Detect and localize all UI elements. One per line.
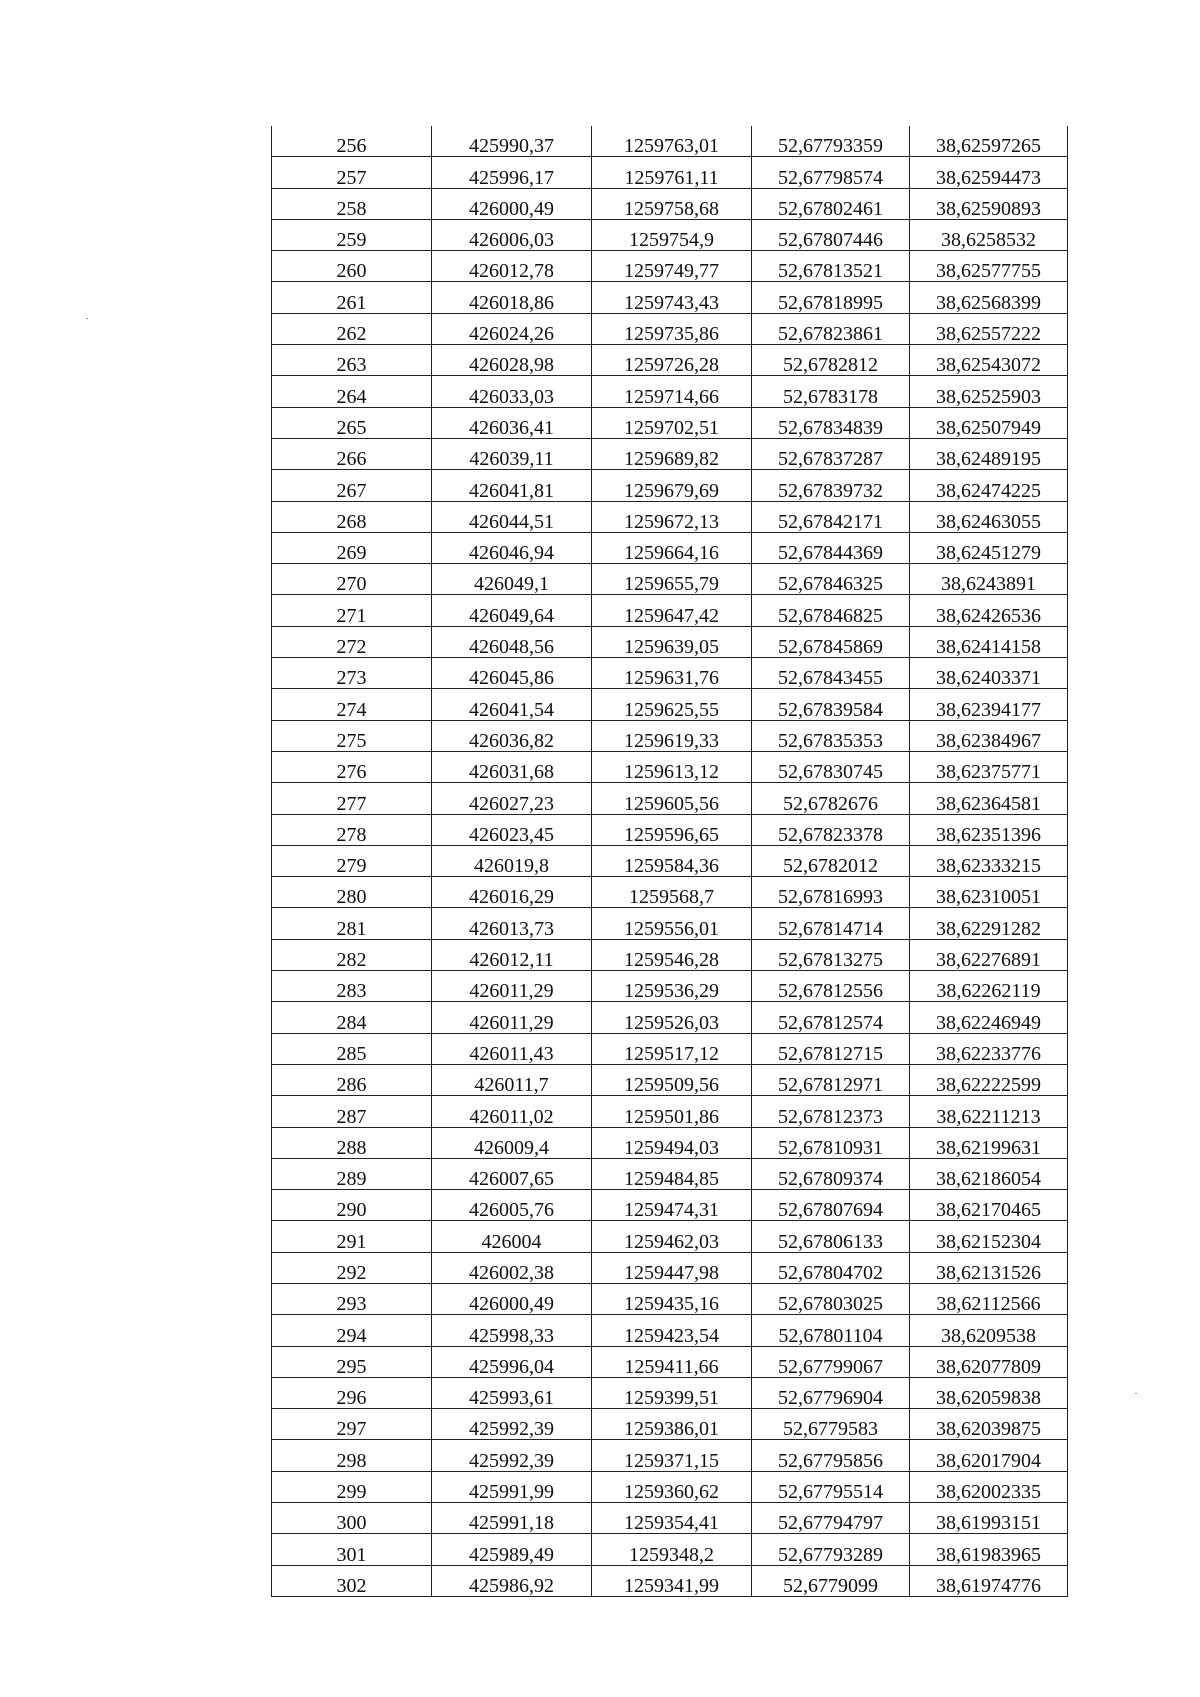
longitude-cell: 38,62403371 bbox=[910, 658, 1068, 689]
latitude-cell: 52,67799067 bbox=[752, 1346, 910, 1377]
x-coordinate-cell: 426007,65 bbox=[432, 1158, 592, 1189]
y-coordinate-cell: 1259639,05 bbox=[592, 626, 752, 657]
latitude-cell: 52,67801104 bbox=[752, 1315, 910, 1346]
latitude-cell: 52,67823378 bbox=[752, 814, 910, 845]
x-coordinate-cell: 426011,29 bbox=[432, 971, 592, 1002]
point-number-cell: 280 bbox=[272, 877, 432, 908]
table-row bbox=[272, 908, 1068, 939]
table-row bbox=[272, 845, 1068, 876]
x-coordinate-cell: 426033,03 bbox=[432, 376, 592, 407]
point-number-cell: 266 bbox=[272, 438, 432, 469]
longitude-cell: 38,62310051 bbox=[910, 877, 1068, 908]
x-coordinate-cell: 425990,37 bbox=[432, 126, 592, 157]
x-coordinate-cell: 426024,26 bbox=[432, 313, 592, 344]
longitude-cell: 38,62233776 bbox=[910, 1033, 1068, 1064]
x-coordinate-cell: 426036,41 bbox=[432, 407, 592, 438]
latitude-cell: 52,67845869 bbox=[752, 626, 910, 657]
table-row bbox=[272, 877, 1068, 908]
x-coordinate-cell: 426013,73 bbox=[432, 908, 592, 939]
y-coordinate-cell: 1259754,9 bbox=[592, 219, 752, 250]
y-coordinate-cell: 1259619,33 bbox=[592, 720, 752, 751]
latitude-cell: 52,6782012 bbox=[752, 845, 910, 876]
longitude-cell: 38,61974776 bbox=[910, 1565, 1068, 1596]
y-coordinate-cell: 1259655,79 bbox=[592, 564, 752, 595]
longitude-cell: 38,62131526 bbox=[910, 1252, 1068, 1283]
y-coordinate-cell: 1259399,51 bbox=[592, 1377, 752, 1408]
longitude-cell: 38,61993151 bbox=[910, 1503, 1068, 1534]
latitude-cell: 52,67812556 bbox=[752, 971, 910, 1002]
point-number-cell: 258 bbox=[272, 188, 432, 219]
latitude-cell: 52,67830745 bbox=[752, 751, 910, 782]
latitude-cell: 52,67843455 bbox=[752, 658, 910, 689]
table-row bbox=[272, 689, 1068, 720]
longitude-cell: 38,62351396 bbox=[910, 814, 1068, 845]
point-number-cell: 294 bbox=[272, 1315, 432, 1346]
coordinates-table bbox=[271, 126, 1068, 1597]
y-coordinate-cell: 1259625,55 bbox=[592, 689, 752, 720]
table-row bbox=[272, 971, 1068, 1002]
table-row bbox=[272, 1283, 1068, 1314]
y-coordinate-cell: 1259447,98 bbox=[592, 1252, 752, 1283]
latitude-cell: 52,67803025 bbox=[752, 1283, 910, 1314]
x-coordinate-cell: 426000,49 bbox=[432, 1283, 592, 1314]
longitude-cell: 38,62507949 bbox=[910, 407, 1068, 438]
x-coordinate-cell: 426009,4 bbox=[432, 1127, 592, 1158]
longitude-cell: 38,62276891 bbox=[910, 939, 1068, 970]
table-row bbox=[272, 188, 1068, 219]
x-coordinate-cell: 426049,64 bbox=[432, 595, 592, 626]
table-row bbox=[272, 1002, 1068, 1033]
coordinates-table-body bbox=[272, 126, 1068, 1596]
longitude-cell: 38,62557222 bbox=[910, 313, 1068, 344]
table-row bbox=[272, 1471, 1068, 1502]
x-coordinate-cell: 426046,94 bbox=[432, 532, 592, 563]
point-number-cell: 299 bbox=[272, 1471, 432, 1502]
latitude-cell: 52,67812715 bbox=[752, 1033, 910, 1064]
table-row bbox=[272, 345, 1068, 376]
x-coordinate-cell: 425991,18 bbox=[432, 1503, 592, 1534]
latitude-cell: 52,6782812 bbox=[752, 345, 910, 376]
table-row bbox=[272, 720, 1068, 751]
y-coordinate-cell: 1259679,69 bbox=[592, 470, 752, 501]
longitude-cell: 38,62262119 bbox=[910, 971, 1068, 1002]
table-row bbox=[272, 626, 1068, 657]
latitude-cell: 52,67834839 bbox=[752, 407, 910, 438]
point-number-cell: 297 bbox=[272, 1409, 432, 1440]
point-number-cell: 261 bbox=[272, 282, 432, 313]
point-number-cell: 284 bbox=[272, 1002, 432, 1033]
y-coordinate-cell: 1259556,01 bbox=[592, 908, 752, 939]
latitude-cell: 52,67804702 bbox=[752, 1252, 910, 1283]
x-coordinate-cell: 426011,43 bbox=[432, 1033, 592, 1064]
x-coordinate-cell: 425996,17 bbox=[432, 157, 592, 188]
longitude-cell: 38,62039875 bbox=[910, 1409, 1068, 1440]
point-number-cell: 278 bbox=[272, 814, 432, 845]
latitude-cell: 52,67846825 bbox=[752, 595, 910, 626]
longitude-cell: 38,62291282 bbox=[910, 908, 1068, 939]
longitude-cell: 38,62152304 bbox=[910, 1221, 1068, 1252]
table-row bbox=[272, 1377, 1068, 1408]
table-row bbox=[272, 1033, 1068, 1064]
table-row bbox=[272, 1346, 1068, 1377]
x-coordinate-cell: 426028,98 bbox=[432, 345, 592, 376]
y-coordinate-cell: 1259371,15 bbox=[592, 1440, 752, 1471]
x-coordinate-cell: 425998,33 bbox=[432, 1315, 592, 1346]
point-number-cell: 298 bbox=[272, 1440, 432, 1471]
y-coordinate-cell: 1259758,68 bbox=[592, 188, 752, 219]
latitude-cell: 52,67842171 bbox=[752, 501, 910, 532]
y-coordinate-cell: 1259647,42 bbox=[592, 595, 752, 626]
y-coordinate-cell: 1259435,16 bbox=[592, 1283, 752, 1314]
latitude-cell: 52,67794797 bbox=[752, 1503, 910, 1534]
point-number-cell: 281 bbox=[272, 908, 432, 939]
latitude-cell: 52,67823861 bbox=[752, 313, 910, 344]
table-row bbox=[272, 1190, 1068, 1221]
longitude-cell: 38,61983965 bbox=[910, 1534, 1068, 1565]
point-number-cell: 271 bbox=[272, 595, 432, 626]
x-coordinate-cell: 426049,1 bbox=[432, 564, 592, 595]
y-coordinate-cell: 1259462,03 bbox=[592, 1221, 752, 1252]
latitude-cell: 52,67810931 bbox=[752, 1127, 910, 1158]
x-coordinate-cell: 426023,45 bbox=[432, 814, 592, 845]
x-coordinate-cell: 426036,82 bbox=[432, 720, 592, 751]
latitude-cell: 52,67802461 bbox=[752, 188, 910, 219]
longitude-cell: 38,62384967 bbox=[910, 720, 1068, 751]
longitude-cell: 38,62463055 bbox=[910, 501, 1068, 532]
table-row bbox=[272, 564, 1068, 595]
y-coordinate-cell: 1259360,62 bbox=[592, 1471, 752, 1502]
point-number-cell: 269 bbox=[272, 532, 432, 563]
table-row bbox=[272, 407, 1068, 438]
x-coordinate-cell: 426011,29 bbox=[432, 1002, 592, 1033]
latitude-cell: 52,67818995 bbox=[752, 282, 910, 313]
latitude-cell: 52,67844369 bbox=[752, 532, 910, 563]
y-coordinate-cell: 1259613,12 bbox=[592, 751, 752, 782]
y-coordinate-cell: 1259631,76 bbox=[592, 658, 752, 689]
y-coordinate-cell: 1259743,43 bbox=[592, 282, 752, 313]
longitude-cell: 38,62170465 bbox=[910, 1190, 1068, 1221]
point-number-cell: 262 bbox=[272, 313, 432, 344]
latitude-cell: 52,67813275 bbox=[752, 939, 910, 970]
latitude-cell: 52,67812574 bbox=[752, 1002, 910, 1033]
latitude-cell: 52,67816993 bbox=[752, 877, 910, 908]
point-number-cell: 285 bbox=[272, 1033, 432, 1064]
latitude-cell: 52,67793289 bbox=[752, 1534, 910, 1565]
latitude-cell: 52,67839732 bbox=[752, 470, 910, 501]
table-row bbox=[272, 1409, 1068, 1440]
point-number-cell: 275 bbox=[272, 720, 432, 751]
scan-speck bbox=[1135, 1393, 1137, 1394]
table-row bbox=[272, 814, 1068, 845]
longitude-cell: 38,6209538 bbox=[910, 1315, 1068, 1346]
y-coordinate-cell: 1259509,56 bbox=[592, 1064, 752, 1095]
latitude-cell: 52,6779583 bbox=[752, 1409, 910, 1440]
x-coordinate-cell: 426027,23 bbox=[432, 783, 592, 814]
point-number-cell: 274 bbox=[272, 689, 432, 720]
point-number-cell: 267 bbox=[272, 470, 432, 501]
y-coordinate-cell: 1259702,51 bbox=[592, 407, 752, 438]
longitude-cell: 38,62199631 bbox=[910, 1127, 1068, 1158]
point-number-cell: 290 bbox=[272, 1190, 432, 1221]
y-coordinate-cell: 1259735,86 bbox=[592, 313, 752, 344]
x-coordinate-cell: 425986,92 bbox=[432, 1565, 592, 1596]
longitude-cell: 38,62211213 bbox=[910, 1096, 1068, 1127]
point-number-cell: 289 bbox=[272, 1158, 432, 1189]
point-number-cell: 292 bbox=[272, 1252, 432, 1283]
table-row bbox=[272, 157, 1068, 188]
latitude-cell: 52,67814714 bbox=[752, 908, 910, 939]
latitude-cell: 52,67807446 bbox=[752, 219, 910, 250]
point-number-cell: 287 bbox=[272, 1096, 432, 1127]
y-coordinate-cell: 1259423,54 bbox=[592, 1315, 752, 1346]
point-number-cell: 300 bbox=[272, 1503, 432, 1534]
y-coordinate-cell: 1259348,2 bbox=[592, 1534, 752, 1565]
latitude-cell: 52,67812373 bbox=[752, 1096, 910, 1127]
y-coordinate-cell: 1259596,65 bbox=[592, 814, 752, 845]
longitude-cell: 38,62186054 bbox=[910, 1158, 1068, 1189]
y-coordinate-cell: 1259689,82 bbox=[592, 438, 752, 469]
y-coordinate-cell: 1259605,56 bbox=[592, 783, 752, 814]
point-number-cell: 286 bbox=[272, 1064, 432, 1095]
longitude-cell: 38,62394177 bbox=[910, 689, 1068, 720]
latitude-cell: 52,67798574 bbox=[752, 157, 910, 188]
longitude-cell: 38,62222599 bbox=[910, 1064, 1068, 1095]
longitude-cell: 38,62059838 bbox=[910, 1377, 1068, 1408]
y-coordinate-cell: 1259484,85 bbox=[592, 1158, 752, 1189]
point-number-cell: 263 bbox=[272, 345, 432, 376]
x-coordinate-cell: 426018,86 bbox=[432, 282, 592, 313]
x-coordinate-cell: 426041,81 bbox=[432, 470, 592, 501]
longitude-cell: 38,62375771 bbox=[910, 751, 1068, 782]
table-row bbox=[272, 501, 1068, 532]
table-row bbox=[272, 251, 1068, 282]
longitude-cell: 38,6258532 bbox=[910, 219, 1068, 250]
point-number-cell: 265 bbox=[272, 407, 432, 438]
latitude-cell: 52,67806133 bbox=[752, 1221, 910, 1252]
point-number-cell: 301 bbox=[272, 1534, 432, 1565]
y-coordinate-cell: 1259411,66 bbox=[592, 1346, 752, 1377]
x-coordinate-cell: 426041,54 bbox=[432, 689, 592, 720]
x-coordinate-cell: 426048,56 bbox=[432, 626, 592, 657]
x-coordinate-cell: 426012,78 bbox=[432, 251, 592, 282]
y-coordinate-cell: 1259584,36 bbox=[592, 845, 752, 876]
longitude-cell: 38,62451279 bbox=[910, 532, 1068, 563]
latitude-cell: 52,67795856 bbox=[752, 1440, 910, 1471]
y-coordinate-cell: 1259517,12 bbox=[592, 1033, 752, 1064]
y-coordinate-cell: 1259726,28 bbox=[592, 345, 752, 376]
table-row bbox=[272, 126, 1068, 157]
point-number-cell: 296 bbox=[272, 1377, 432, 1408]
x-coordinate-cell: 425992,39 bbox=[432, 1409, 592, 1440]
point-number-cell: 264 bbox=[272, 376, 432, 407]
point-number-cell: 260 bbox=[272, 251, 432, 282]
longitude-cell: 38,62017904 bbox=[910, 1440, 1068, 1471]
table-row bbox=[272, 658, 1068, 689]
longitude-cell: 38,62594473 bbox=[910, 157, 1068, 188]
longitude-cell: 38,62597265 bbox=[910, 126, 1068, 157]
latitude-cell: 52,67835353 bbox=[752, 720, 910, 751]
table-row bbox=[272, 532, 1068, 563]
y-coordinate-cell: 1259546,28 bbox=[592, 939, 752, 970]
longitude-cell: 38,62474225 bbox=[910, 470, 1068, 501]
point-number-cell: 288 bbox=[272, 1127, 432, 1158]
table-row bbox=[272, 751, 1068, 782]
longitude-cell: 38,62489195 bbox=[910, 438, 1068, 469]
y-coordinate-cell: 1259672,13 bbox=[592, 501, 752, 532]
y-coordinate-cell: 1259341,99 bbox=[592, 1565, 752, 1596]
table-row bbox=[272, 783, 1068, 814]
table-row bbox=[272, 1534, 1068, 1565]
table-row bbox=[272, 1221, 1068, 1252]
y-coordinate-cell: 1259749,77 bbox=[592, 251, 752, 282]
y-coordinate-cell: 1259714,66 bbox=[592, 376, 752, 407]
table-row bbox=[272, 1127, 1068, 1158]
latitude-cell: 52,67837287 bbox=[752, 438, 910, 469]
scan-speck bbox=[86, 318, 88, 319]
point-number-cell: 268 bbox=[272, 501, 432, 532]
longitude-cell: 38,62364581 bbox=[910, 783, 1068, 814]
latitude-cell: 52,67793359 bbox=[752, 126, 910, 157]
point-number-cell: 270 bbox=[272, 564, 432, 595]
latitude-cell: 52,67796904 bbox=[752, 1377, 910, 1408]
x-coordinate-cell: 426000,49 bbox=[432, 188, 592, 219]
longitude-cell: 38,62543072 bbox=[910, 345, 1068, 376]
latitude-cell: 52,67839584 bbox=[752, 689, 910, 720]
table-row bbox=[272, 1503, 1068, 1534]
latitude-cell: 52,67846325 bbox=[752, 564, 910, 595]
table-row bbox=[272, 1064, 1068, 1095]
longitude-cell: 38,62426536 bbox=[910, 595, 1068, 626]
point-number-cell: 277 bbox=[272, 783, 432, 814]
longitude-cell: 38,62414158 bbox=[910, 626, 1068, 657]
latitude-cell: 52,6783178 bbox=[752, 376, 910, 407]
y-coordinate-cell: 1259526,03 bbox=[592, 1002, 752, 1033]
x-coordinate-cell: 426002,38 bbox=[432, 1252, 592, 1283]
x-coordinate-cell: 425992,39 bbox=[432, 1440, 592, 1471]
point-number-cell: 259 bbox=[272, 219, 432, 250]
table-row bbox=[272, 1315, 1068, 1346]
x-coordinate-cell: 426012,11 bbox=[432, 939, 592, 970]
latitude-cell: 52,67807694 bbox=[752, 1190, 910, 1221]
point-number-cell: 283 bbox=[272, 971, 432, 1002]
longitude-cell: 38,62112566 bbox=[910, 1283, 1068, 1314]
x-coordinate-cell: 426011,7 bbox=[432, 1064, 592, 1095]
x-coordinate-cell: 426004 bbox=[432, 1221, 592, 1252]
x-coordinate-cell: 426019,8 bbox=[432, 845, 592, 876]
table-row bbox=[272, 1096, 1068, 1127]
latitude-cell: 52,6779099 bbox=[752, 1565, 910, 1596]
longitude-cell: 38,62525903 bbox=[910, 376, 1068, 407]
y-coordinate-cell: 1259568,7 bbox=[592, 877, 752, 908]
y-coordinate-cell: 1259494,03 bbox=[592, 1127, 752, 1158]
point-number-cell: 293 bbox=[272, 1283, 432, 1314]
point-number-cell: 295 bbox=[272, 1346, 432, 1377]
longitude-cell: 38,62568399 bbox=[910, 282, 1068, 313]
table-row bbox=[272, 282, 1068, 313]
point-number-cell: 257 bbox=[272, 157, 432, 188]
table-row bbox=[272, 1158, 1068, 1189]
latitude-cell: 52,67795514 bbox=[752, 1471, 910, 1502]
x-coordinate-cell: 425989,49 bbox=[432, 1534, 592, 1565]
y-coordinate-cell: 1259501,86 bbox=[592, 1096, 752, 1127]
x-coordinate-cell: 426006,03 bbox=[432, 219, 592, 250]
table-row bbox=[272, 1565, 1068, 1596]
x-coordinate-cell: 426045,86 bbox=[432, 658, 592, 689]
latitude-cell: 52,6782676 bbox=[752, 783, 910, 814]
longitude-cell: 38,6243891 bbox=[910, 564, 1068, 595]
x-coordinate-cell: 425996,04 bbox=[432, 1346, 592, 1377]
y-coordinate-cell: 1259386,01 bbox=[592, 1409, 752, 1440]
table-row bbox=[272, 1252, 1068, 1283]
table-row bbox=[272, 376, 1068, 407]
x-coordinate-cell: 426011,02 bbox=[432, 1096, 592, 1127]
latitude-cell: 52,67809374 bbox=[752, 1158, 910, 1189]
point-number-cell: 282 bbox=[272, 939, 432, 970]
latitude-cell: 52,67813521 bbox=[752, 251, 910, 282]
latitude-cell: 52,67812971 bbox=[752, 1064, 910, 1095]
x-coordinate-cell: 426044,51 bbox=[432, 501, 592, 532]
longitude-cell: 38,62077809 bbox=[910, 1346, 1068, 1377]
y-coordinate-cell: 1259354,41 bbox=[592, 1503, 752, 1534]
point-number-cell: 279 bbox=[272, 845, 432, 876]
x-coordinate-cell: 426031,68 bbox=[432, 751, 592, 782]
y-coordinate-cell: 1259664,16 bbox=[592, 532, 752, 563]
y-coordinate-cell: 1259761,11 bbox=[592, 157, 752, 188]
x-coordinate-cell: 425991,99 bbox=[432, 1471, 592, 1502]
longitude-cell: 38,62333215 bbox=[910, 845, 1068, 876]
table-row bbox=[272, 470, 1068, 501]
table-row bbox=[272, 595, 1068, 626]
table-row bbox=[272, 313, 1068, 344]
longitude-cell: 38,62002335 bbox=[910, 1471, 1068, 1502]
y-coordinate-cell: 1259763,01 bbox=[592, 126, 752, 157]
point-number-cell: 272 bbox=[272, 626, 432, 657]
table-row bbox=[272, 1440, 1068, 1471]
x-coordinate-cell: 426005,76 bbox=[432, 1190, 592, 1221]
point-number-cell: 291 bbox=[272, 1221, 432, 1252]
point-number-cell: 273 bbox=[272, 658, 432, 689]
y-coordinate-cell: 1259536,29 bbox=[592, 971, 752, 1002]
longitude-cell: 38,62590893 bbox=[910, 188, 1068, 219]
point-number-cell: 256 bbox=[272, 126, 432, 157]
point-number-cell: 302 bbox=[272, 1565, 432, 1596]
point-number-cell: 276 bbox=[272, 751, 432, 782]
x-coordinate-cell: 426039,11 bbox=[432, 438, 592, 469]
table-row bbox=[272, 219, 1068, 250]
x-coordinate-cell: 425993,61 bbox=[432, 1377, 592, 1408]
y-coordinate-cell: 1259474,31 bbox=[592, 1190, 752, 1221]
x-coordinate-cell: 426016,29 bbox=[432, 877, 592, 908]
table-row bbox=[272, 438, 1068, 469]
longitude-cell: 38,62246949 bbox=[910, 1002, 1068, 1033]
longitude-cell: 38,62577755 bbox=[910, 251, 1068, 282]
table-row bbox=[272, 939, 1068, 970]
